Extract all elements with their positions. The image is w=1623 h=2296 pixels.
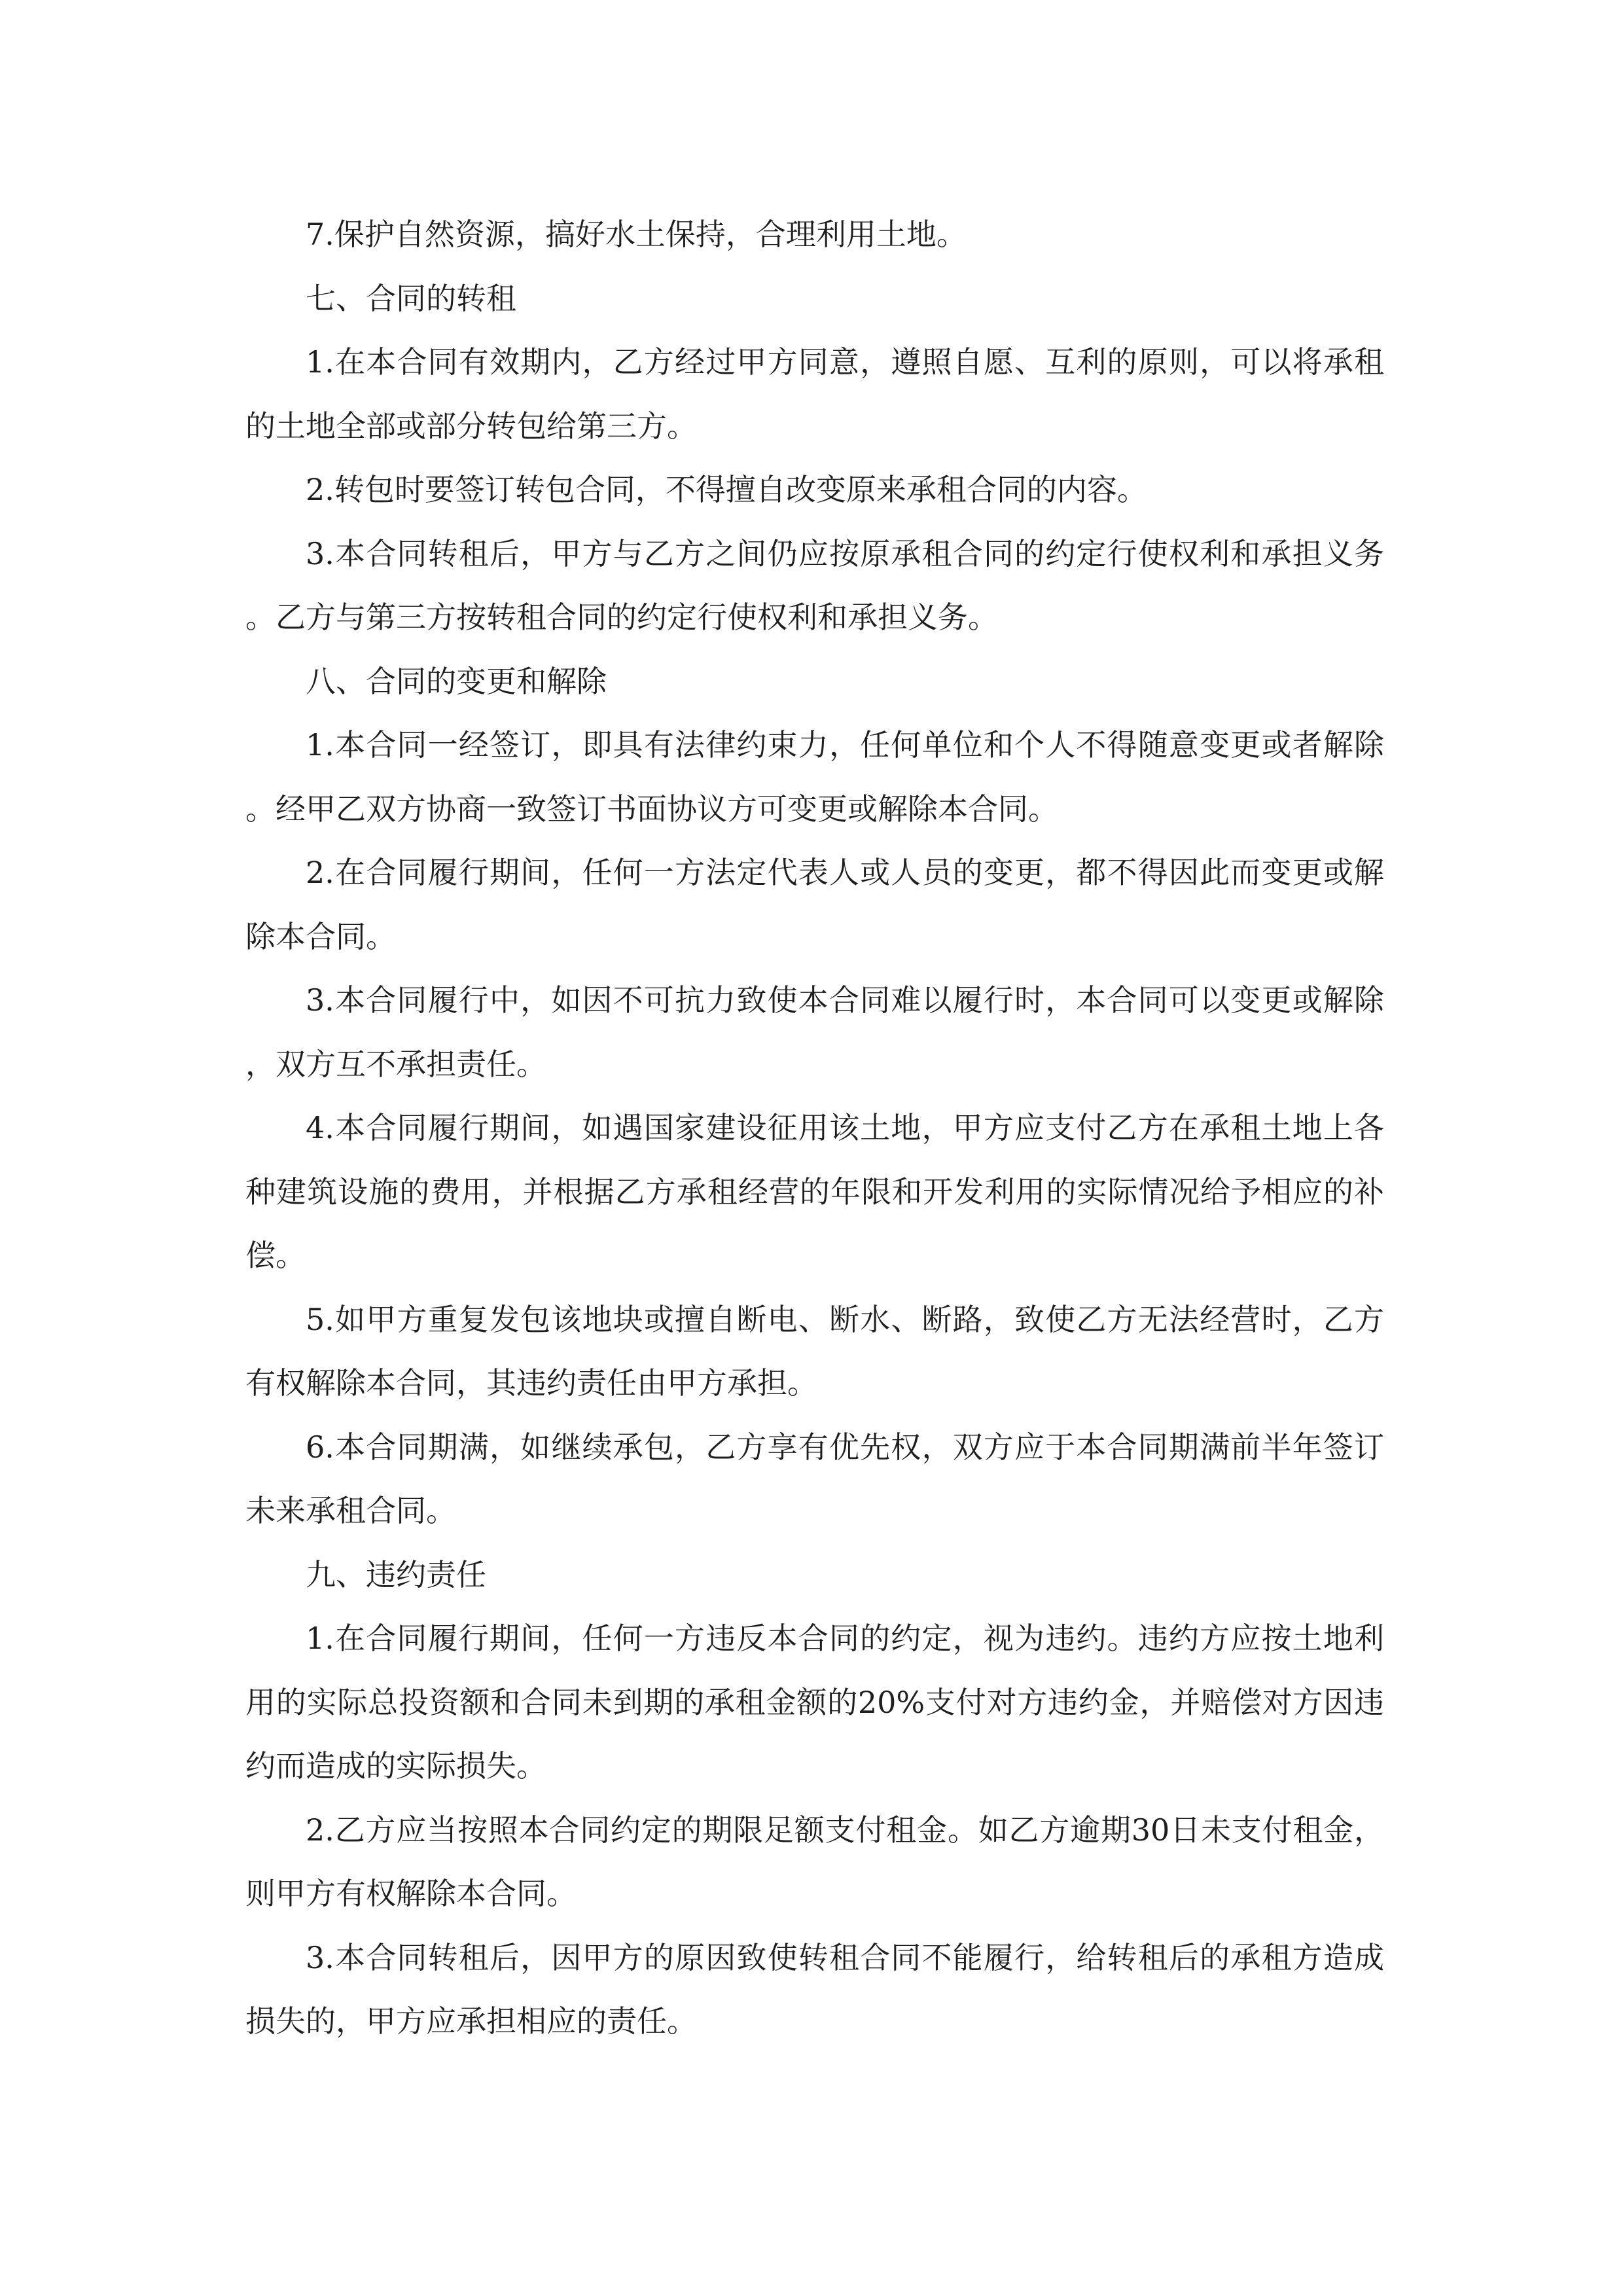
paragraph-breach-1: 1.在合同履行期间，任何一方违反本合同的约定，视为违约。违约方应按土地利用的实际总投资额和合同未到期的承租金额的20%支付对方违约金，并赔偿对方因违约而造成的实际损失。 bbox=[245, 1621, 1384, 1784]
paragraph-change-2: 2.在合同履行期间，任何一方法定代表人或人员的变更，都不得因此而变更或解除本合同。 bbox=[245, 855, 1384, 954]
paragraph-breach-2: 2.乙方应当按照本合同约定的期限足额支付租金。如乙方逾期30日未支付租金，则甲方有权解除本合同。 bbox=[245, 1812, 1384, 1911]
paragraph-change-4: 4.本合同履行期间，如遇国家建设征用该土地，甲方应支付乙方在承租土地上各种建筑设施的费用，并根据乙方承租经营的年限和开发利用的实际情况给予相应的补偿。 bbox=[245, 1110, 1384, 1273]
section-heading-sublease: 七、合同的转租 bbox=[306, 280, 516, 316]
paragraph-breach-3: 3.本合同转租后，因甲方的原因致使转租合同不能履行，给转租后的承租方造成损失的，甲方应承担相应的责任。 bbox=[245, 1939, 1384, 2039]
paragraph-change-6: 6.本合同期满，如继续承包，乙方享有优先权，双方应于本合同期满前半年签订未来承租合同。 bbox=[245, 1429, 1384, 1528]
paragraph-sublease-3: 3.本合同转租后，甲方与乙方之间仍应按原承租合同的约定行使权利和承担义务。乙方与第三方按转租合同的约定行使权利和承担义务。 bbox=[245, 535, 1384, 635]
document-body bbox=[245, 203, 1384, 2054]
section-heading-breach-liability: 九、违约责任 bbox=[306, 1556, 486, 1592]
paragraph-item-7-protect-resources: 7.保护自然资源，搞好水土保持，合理利用土地。 bbox=[306, 217, 967, 252]
paragraph-change-5: 5.如甲方重复发包该地块或擅自断电、断水、断路，致使乙方无法经营时，乙方有权解除本合同，其违约责任由甲方承担。 bbox=[245, 1301, 1384, 1401]
paragraph-sublease-2: 2.转包时要签订转包合同，不得擅自改变原来承租合同的内容。 bbox=[306, 472, 1147, 507]
paragraph-change-1: 1.本合同一经签订，即具有法律约束力，任何单位和个人不得随意变更或者解除。经甲乙双方协商一致签订书面协议方可变更或解除本合同。 bbox=[245, 727, 1384, 827]
paragraph-change-3: 3.本合同履行中，如因不可抗力致使本合同难以履行时，本合同可以变更或解除，双方互不承担责任。 bbox=[245, 982, 1384, 1082]
paragraph-sublease-1: 1.在本合同有效期内，乙方经过甲方同意，遵照自愿、互利的原则，可以将承租的土地全部或部分转包给第三方。 bbox=[245, 344, 1384, 444]
section-heading-change-termination: 八、合同的变更和解除 bbox=[306, 663, 607, 699]
